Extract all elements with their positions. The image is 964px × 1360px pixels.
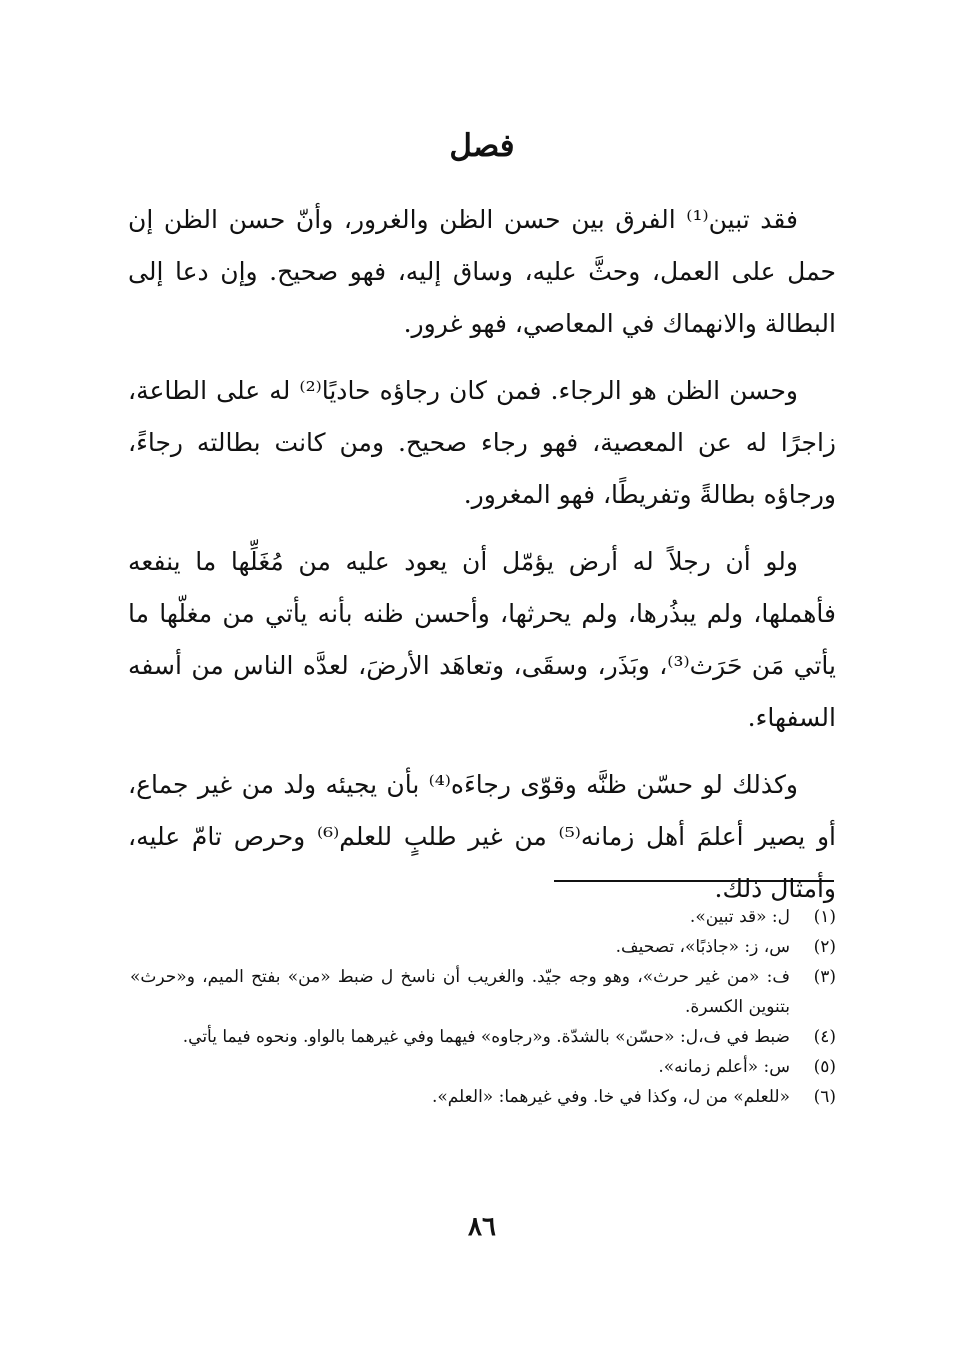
- footnotes: [130, 902, 836, 1112]
- paragraph: وحسن الظن هو الرجاء. فمن كان رجاؤه حاديًا⁽²⁾ له على الطاعة، زاجرًا له عن المعصية، فهو رجاء صحيح. ومن كانت بطالته رجاءً، ورجاؤه بطالةً وتفريطًا، فهو المغرور.: [128, 376, 836, 509]
- paragraph: وكذلك لو حسّن ظنَّه وقوّى رجاءَه⁽⁴⁾ بأن يجيئه ولد من غير جماع، أو يصير أعلمَ أهل زمانه⁽⁵⁾ من غير طلبٍ للعلم⁽⁶⁾ وحرص تامّ عليه، وأمثال ذلك.: [128, 770, 836, 903]
- footnote-text: ف: «من غير حرث»، وهو وجه جيّد. والغريب أن ناسخ ل ضبط «من» بفتح الميم، و«حرث» بتنوين الكسرة.: [130, 967, 790, 1017]
- footnote-number: (١): [813, 907, 836, 927]
- footnote-text: س: «أعلم زمانه».: [658, 1057, 790, 1077]
- footnote-item: [130, 902, 836, 932]
- footnote-item: [130, 1022, 836, 1052]
- footnote-text: ل: «قد تبين».: [689, 907, 790, 927]
- footnote-text: «للعلم» من ل، وكذا في خا. وفي غيرهما: «العلم».: [431, 1087, 790, 1107]
- footnote-item: [130, 1052, 836, 1082]
- footnote-number: (٢): [813, 937, 836, 957]
- footnote-number: (٤): [813, 1027, 836, 1047]
- paragraph: ولو أن رجلاً له أرض يؤمّل أن يعود عليه من مُغَلِّها ما ينفعه فأهملها، ولم يبذُرها، ولم يحرثها، وأحسن ظنه بأنه يأتي من مغلّها ما يأتي مَن حَرَث⁽³⁾، وبَذَر، وسقَى، وتعاهَد الأرضَ، لعدَّه الناس من أسفه السفهاء.: [128, 547, 836, 732]
- paragraph: فقد تبين⁽¹⁾ الفرق بين حسن الظن والغرور، وأنّ حسن الظن إن حمل على العمل، وحثَّ عليه، وساق إليه، فهو صحيح. وإن دعا إلى البطالة والانهماك في المعاصي، فهو غرور.: [128, 205, 836, 338]
- footnote-number: (٣): [813, 967, 836, 987]
- footnote-number: (٦): [813, 1087, 836, 1107]
- footnote-text: ضبط في ف،ل: «حسّن» بالشدّة. و«رجاوه» فيهما وفي غيرهما بالواو. ونحوه فيما يأتي.: [182, 1027, 790, 1047]
- page-number: ٨٦: [468, 1212, 496, 1242]
- footnote-item: [130, 932, 836, 962]
- footnote-item: [130, 1082, 836, 1112]
- footnote-item: [130, 962, 836, 1022]
- main-text: [128, 194, 836, 930]
- footnote-number: (٥): [813, 1057, 836, 1077]
- footnote-separator: [554, 880, 834, 882]
- footnote-text: س، ز: «جاذبًا»، تصحيف.: [615, 937, 790, 957]
- section-heading: فصل: [449, 128, 515, 164]
